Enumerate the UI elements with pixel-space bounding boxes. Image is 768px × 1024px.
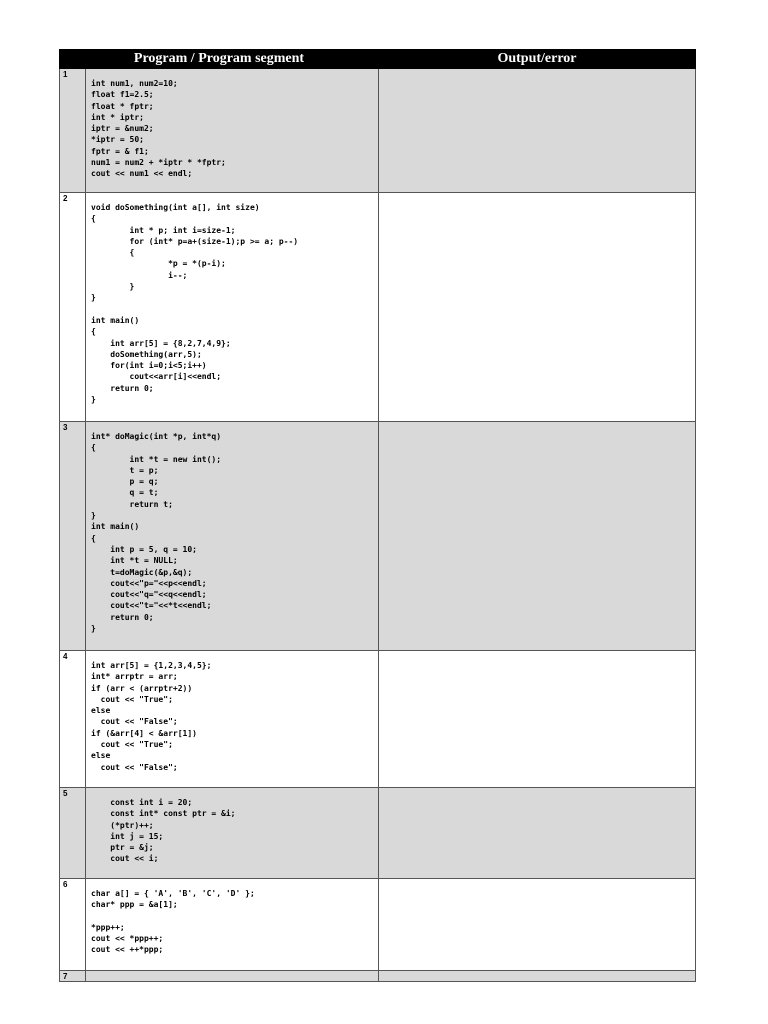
- table-row: [60, 651, 696, 788]
- row-number: 1: [60, 69, 86, 193]
- table-row: [60, 971, 696, 982]
- row-number: 6: [60, 879, 86, 971]
- header-row: [60, 50, 696, 69]
- program-cell: [86, 879, 379, 971]
- output-column-header: Output/error: [379, 50, 696, 69]
- output-cell[interactable]: [379, 193, 696, 422]
- program-column-header: Program / Program segment: [60, 50, 379, 69]
- row-number: 5: [60, 788, 86, 879]
- code-block: void doSomething(int a[], int size) { int * p; int i=size-1; for (int* p=a+(size-1);p >= a; p--) { *p = *(p-i); i--; } } int main() { int arr[5] = {8,2,7,4,9}; doSomething(arr,5); for(int i=0;i<5;i++) cout<<arr[i]<<endl; return 0; }: [91, 203, 299, 405]
- output-cell[interactable]: [379, 879, 696, 971]
- output-cell[interactable]: [379, 788, 696, 879]
- table-row: [60, 69, 696, 193]
- row-number: 2: [60, 193, 86, 422]
- row-number: 3: [60, 422, 86, 651]
- table-row: [60, 879, 696, 971]
- output-cell[interactable]: [379, 971, 696, 982]
- program-cell: [86, 788, 379, 879]
- output-cell[interactable]: [379, 422, 696, 651]
- code-block: const int i = 20; const int* const ptr = &i; (*ptr)++; int j = 15; ptr = &j; cout << i;: [110, 798, 236, 864]
- table-row: [60, 193, 696, 422]
- code-block: char a[] = { 'A', 'B', 'C', 'D' }; char* ppp = &a[1]; *ppp++; cout << *ppp++; cout << ++*ppp;: [91, 889, 255, 955]
- program-cell: [86, 422, 379, 651]
- row-number: 7: [60, 971, 86, 982]
- table-row: [60, 422, 696, 651]
- program-cell: [86, 971, 379, 982]
- program-cell: [86, 193, 379, 422]
- code-block: int arr[5] = {1,2,3,4,5}; int* arrptr = arr; if (arr < (arrptr+2)) cout << "True"; else cout << "False"; if (&arr[4] < &arr[1]) cout << "True"; else cout << "False";: [91, 661, 212, 772]
- row-number: 4: [60, 651, 86, 788]
- output-cell[interactable]: [379, 651, 696, 788]
- worksheet-table: [59, 49, 696, 982]
- program-cell: [86, 69, 379, 193]
- program-cell: [86, 651, 379, 788]
- code-block: int num1, num2=10; float f1=2.5; float * fptr; int * iptr; iptr = &num2; *iptr = 50; fptr = & f1; num1 = num2 + *iptr * *fptr; cout << num1 << endl;: [91, 79, 226, 179]
- output-cell[interactable]: [379, 69, 696, 193]
- code-block: int* doMagic(int *p, int*q) { int *t = new int(); t = p; p = q; q = t; return t; } int main() { int p = 5, q = 10; int *t = NULL; t=doMagic(&p,&q); cout<<"p="<<p<<endl; cout<<"q="<<q<<endl; cout<<"t="<<*t<<endl; return 0; }: [91, 432, 222, 634]
- table-row: [60, 788, 696, 879]
